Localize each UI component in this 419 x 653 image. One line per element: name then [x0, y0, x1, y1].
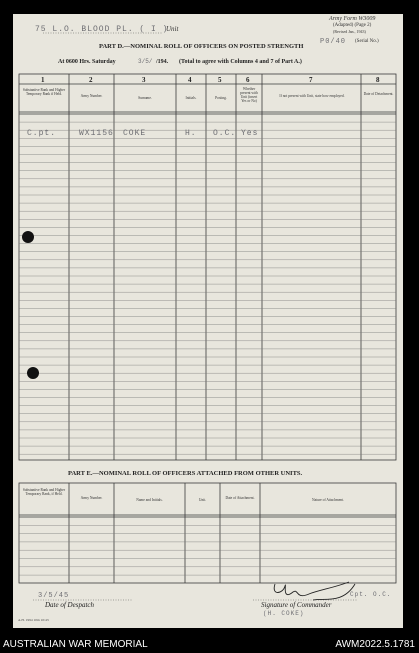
header-surname: Surname.: [138, 96, 152, 100]
print-code: A.H. 1994 10m 10/43: [18, 618, 49, 622]
despatch-date-typed: 3/5/45: [38, 592, 70, 600]
sig-name-typed: (H. COKE): [263, 610, 305, 617]
footer-accession-number: AWM2022.5.1781: [335, 639, 415, 650]
part-d-at-line: At 0600 Hrs. Saturday: [58, 59, 116, 65]
header-posting: Posting.: [215, 96, 227, 100]
adapted-label: (Adapted) (Page 2): [333, 23, 372, 28]
revised-label: (Revised Jan., 1943): [333, 29, 366, 34]
part-d-note: (Total to agree with Columns 4 and 7 of Part A.): [179, 59, 302, 65]
row-present: Yes: [241, 129, 259, 138]
col-number-1: 1: [41, 76, 45, 84]
signature-scribble: [274, 582, 355, 600]
col-number-6: 6: [246, 76, 250, 84]
header-employed: If not present with Unit, state how employed.: [279, 94, 345, 98]
part-d-year: /194.: [156, 59, 169, 65]
col-number-8: 8: [376, 76, 380, 84]
e-header-unit: Unit.: [198, 498, 207, 502]
footer-institution: AUSTRALIAN WAR MEMORIAL: [3, 639, 148, 650]
row-rank: C.pt.: [27, 129, 57, 138]
unit-typed: 75 L.O. BLOOD PL. ( I ): [35, 25, 169, 34]
row-army-number: WX1156: [79, 129, 114, 138]
despatch-date-label: Date of Despatch: [45, 601, 94, 609]
header-rank: Substantive Rank and Higher Temporary Rank if Held.: [22, 88, 66, 96]
e-header-army-number: Army Number.: [80, 496, 103, 500]
e-header-nature: Nature of Attachment.: [311, 498, 345, 502]
part-d-date-typed: 3/5/: [138, 58, 153, 65]
signature-label: Signature of Commander: [261, 601, 332, 609]
army-form-label: Army Form W3009: [329, 16, 376, 22]
header-initials: Initials.: [185, 96, 197, 100]
part-e-title: PART E.—NOMINAL ROLL OF OFFICERS ATTACHED FROM OTHER UNITS.: [68, 470, 303, 477]
col-number-3: 3: [142, 76, 146, 84]
form-sheet: [13, 14, 403, 628]
serial-typed: P0/40: [320, 38, 347, 46]
header-present: Whether present with Unit (insert Yes or No): [240, 87, 258, 103]
row-initials: H.: [185, 129, 197, 138]
header-detachment: Date of Detachment.: [363, 92, 394, 96]
row-posting: O.C.: [213, 129, 237, 138]
archive-footer: [0, 638, 419, 653]
punch-hole-top: [22, 231, 34, 243]
e-header-rank: Substantive Rank and Higher Temporary Rank, if Held.: [22, 488, 66, 496]
serial-label: (Serial No.): [355, 39, 379, 44]
row-surname: COKE: [123, 129, 147, 138]
e-header-name: Name and Initials.: [136, 498, 163, 502]
col-number-7: 7: [309, 76, 313, 84]
sig-rank-typed: Cpt. O.C.: [350, 591, 392, 598]
col-number-5: 5: [218, 76, 222, 84]
part-d-title: PART D.—NOMINAL ROLL OF OFFICERS ON POSTED STRENGTH: [99, 43, 304, 50]
form-ruling: [13, 14, 403, 628]
unit-label: Unit: [166, 25, 179, 33]
header-army-number: Army Number.: [80, 94, 103, 98]
col-number-4: 4: [188, 76, 192, 84]
e-header-date: Date of Attachment.: [225, 496, 255, 500]
col-number-2: 2: [89, 76, 93, 84]
punch-hole-bottom: [27, 367, 39, 379]
